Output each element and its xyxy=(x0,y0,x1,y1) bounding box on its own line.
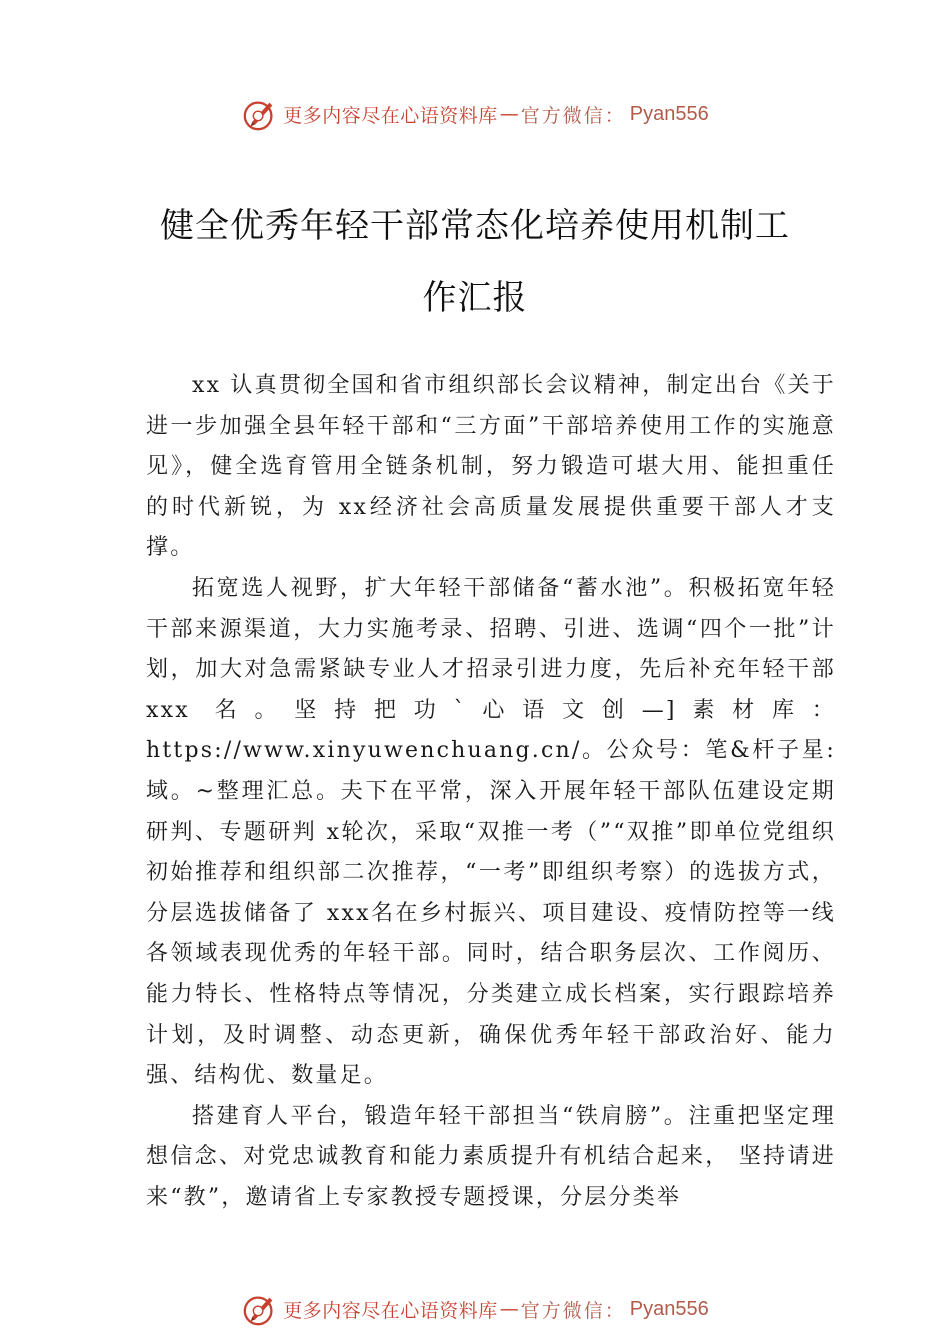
paragraph: 拓宽选人视野，扩大年轻干部储备“蓄水池”。积极拓宽年轻干部来源渠道，大力实施考录、招聘、引进、选调“四个一批”计划，加大对急需紧缺专业人才招录引进力度，先后补充年轻干部xxx 名。坚持把功`心语文创—]素材库：https://www.xinyuwenchuang.cn/。公众号：笔&杆子星:域。~整理汇总。夫下在平常，深入开展年轻干部队伍建设定期研判、专题研判 x轮次，采取“双推一考（”“双推”即单位党组织初始推荐和组织部二次推荐，“一考”即组织考察）的选拔方式，分层选拔储备了 xxx名在乡村振兴、项目建设、疫情防控等一线各领域表现优秀的年轻干部。同时，结合职务层次、工作阅历、能力特长、性格特点等情况，分类建立成长档案，实行跟踪培养计划，及时调整、动态更新，确保优秀年轻干部政治好、能力强、结构优、数量足。 xyxy=(146,575,836,1089)
banner-dash: — xyxy=(499,103,519,125)
paragraph: xx 认真贯彻全国和省市组织部长会议精神，制定出台《关于进一步加强全县年轻干部和“三方面”干部培养使用工作的实施意见》，健全选育管用全链条机制，努力锻造可堪大用、能担重任的时代新锐，为 xx经济社会高质量发展提供重要干部人才支撑。 xyxy=(146,373,836,561)
banner-promo-text: 更多内容尽在心语资料库 xyxy=(283,1299,498,1322)
banner-wechat-id: Pyan556 xyxy=(629,102,709,125)
pen-logo-icon xyxy=(241,95,279,133)
banner-promo-text: 更多内容尽在心语资料库 xyxy=(283,104,498,127)
paragraph: 搭建育人平台，锻造年轻干部担当“铁肩膀”。注重把坚定理想信念、对党忠诚教育和能力素质提升有机结合起来， 坚持请进来“教”，邀请省上专家教授专题授课，分层分类举 xyxy=(146,1103,836,1210)
document-title: 健全优秀年轻干部常态化培养使用机制工作汇报 xyxy=(160,206,790,318)
banner-wechat-id: Pyan556 xyxy=(629,1297,709,1320)
banner-wechat-label: 官方微信： xyxy=(520,104,626,127)
pen-logo-icon xyxy=(241,1290,279,1328)
document-body xyxy=(146,366,836,1218)
banner-dash: — xyxy=(499,1298,519,1320)
banner-wechat-label: 官方微信： xyxy=(520,1299,626,1322)
footer-banner xyxy=(0,1287,950,1331)
header-banner xyxy=(0,92,950,136)
